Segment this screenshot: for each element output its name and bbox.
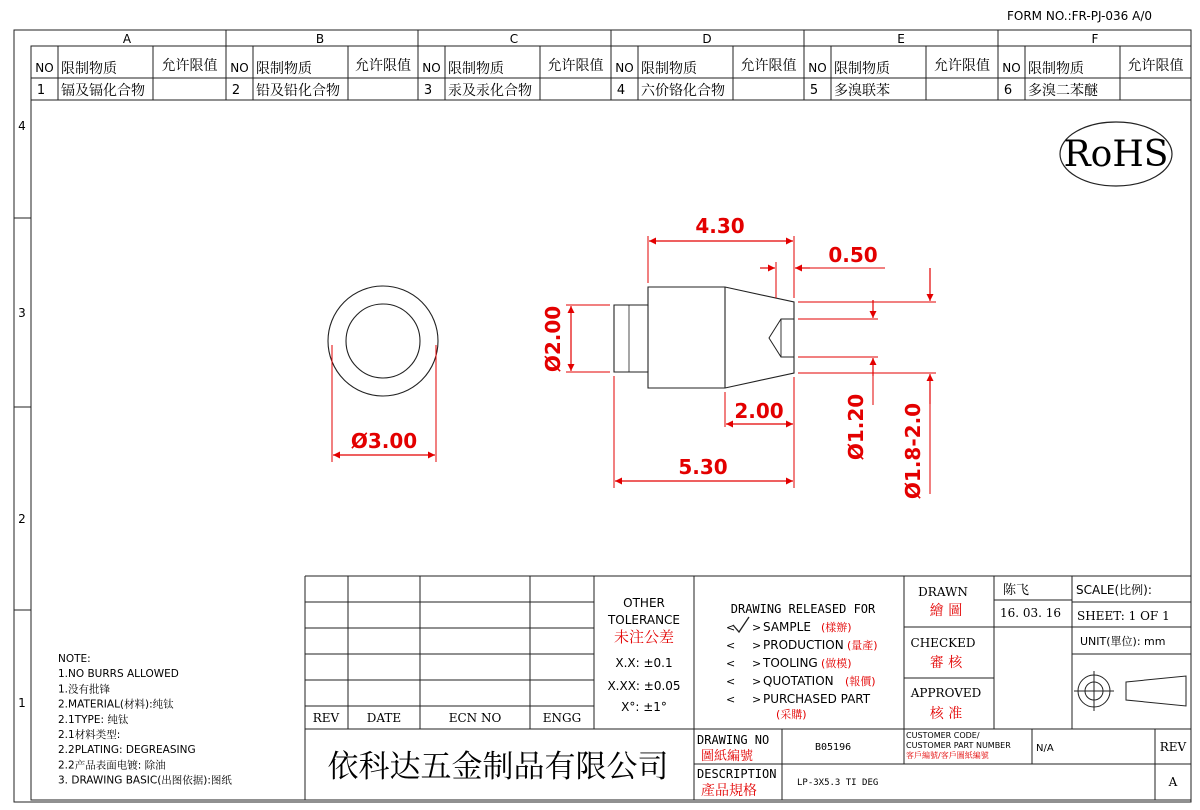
drawing-no-value: B05196 <box>815 742 852 753</box>
customer-value: N/A <box>1036 743 1054 754</box>
release-bracket-left: < <box>726 693 736 706</box>
rs-header-substance: 限制物质 <box>1028 61 1084 77</box>
rs-item-no: 4 <box>616 83 626 98</box>
zone-letter-f: F <box>1091 32 1099 46</box>
release-option-label: PRODUCTION <box>763 638 844 652</box>
dim-length-2-00: 2.00 <box>734 399 784 423</box>
inner-bore <box>769 319 794 357</box>
dim-dia-2-00: Ø2.00 <box>541 305 565 373</box>
rs-header-limit: 允许限值 <box>547 58 604 74</box>
release-bracket-left: < <box>726 657 736 670</box>
release-bracket-right: > <box>752 621 762 634</box>
drawn-name: 陈飞 <box>1003 583 1030 598</box>
rs-header-substance: 限制物质 <box>834 61 890 77</box>
release-option-label: TOOLING <box>763 656 818 670</box>
rs-item-no: 5 <box>809 83 819 98</box>
rs-header-limit: 允许限值 <box>1127 58 1184 74</box>
drawing-no-label: DRAWING NO <box>697 733 770 747</box>
release-bracket-right: > <box>752 693 762 706</box>
rs-header-no: NO <box>808 61 827 75</box>
rs-item-name: 多溴二苯醚 <box>1028 83 1098 99</box>
rs-header-substance: 限制物质 <box>641 61 697 77</box>
tolerance-cn: 未注公差 <box>613 628 675 646</box>
rs-header-no: NO <box>35 61 54 75</box>
rs-item-name: 汞及汞化合物 <box>448 83 532 99</box>
tolerance-x2: X.XX: ±0.05 <box>607 679 681 693</box>
release-option-cn: (做模) <box>821 657 852 670</box>
release-options <box>726 617 878 721</box>
part-outline <box>614 287 794 388</box>
note-line: 2.1材料类型: <box>58 729 121 741</box>
zone-letter-d: D <box>702 32 712 46</box>
release-title: DRAWING RELEASED FOR <box>730 602 876 616</box>
dim-length-4-30: 4.30 <box>695 214 745 238</box>
checked-label: CHECKED <box>910 636 976 650</box>
release-option-label: SAMPLE <box>763 620 811 634</box>
note-line: 2.2PLATING: DEGREASING <box>58 744 196 757</box>
ecn-header: ECN NO <box>448 711 502 725</box>
row-number-3: 3 <box>18 306 26 320</box>
note-line: 2.2产品表面电镀: 除油 <box>58 759 166 772</box>
release-bracket-left: < <box>726 639 736 652</box>
description-cn-label: 產品規格 <box>701 783 757 799</box>
row-number-1: 1 <box>18 696 26 710</box>
rs-header-substance: 限制物质 <box>448 61 504 77</box>
side-view <box>541 214 936 499</box>
scale-label: SCALE(比例): <box>1076 583 1152 597</box>
zone-letter-a: A <box>122 32 132 46</box>
release-bracket-right: > <box>752 657 762 670</box>
rs-header-limit: 允许限值 <box>934 58 990 74</box>
rev-header: REV <box>312 711 340 725</box>
release-option-cn: (量產) <box>847 639 878 652</box>
drawn-label: DRAWN <box>918 585 968 599</box>
rs-header-no: NO <box>422 61 441 75</box>
release-bracket-left: < <box>726 621 736 634</box>
note-line: 3. DRAWING BASIC(出图依据):图纸 <box>58 774 232 787</box>
checked-cn-label: 審 核 <box>929 655 963 671</box>
release-option-cn: (采購) <box>776 708 807 721</box>
customer-cn-label: 客戶編號/客戶圖紙編號 <box>906 751 989 760</box>
customer-code-label: CUSTOMER CODE/ <box>906 731 980 740</box>
rs-item-name: 多溴联苯 <box>834 83 890 99</box>
rs-header-substance: 限制物质 <box>61 61 117 77</box>
release-bracket-right: > <box>752 675 762 688</box>
company-name: 依科达五金制品有限公司 <box>327 749 669 785</box>
tolerance-x3: X°: ±1° <box>621 700 667 714</box>
release-option-label: PURCHASED PART <box>763 692 871 706</box>
note-line: 2.1TYPE: 纯钛 <box>58 713 129 726</box>
release-option-cn: (報價) <box>845 675 876 688</box>
note-line: NOTE: <box>58 653 91 665</box>
description-value: LP-3X5.3 TI DEG <box>797 778 879 788</box>
restricted-substances-table <box>31 46 1191 100</box>
rs-header-no: NO <box>615 61 634 75</box>
checkmark-icon <box>733 617 749 632</box>
release-option-cn: (樣辦) <box>821 621 852 634</box>
approved-cn-label: 核 准 <box>929 706 963 722</box>
dim-outer-dia: Ø3.00 <box>350 429 418 453</box>
rs-item-name: 镉及镉化合物 <box>61 83 145 99</box>
approved-label: APPROVED <box>910 686 982 700</box>
note-line: 1.没有批锋 <box>58 683 111 696</box>
tolerance-line2: TOLERANCE <box>607 613 681 627</box>
end-view-outer-circle <box>328 286 438 396</box>
rs-item-no: 6 <box>1003 83 1013 98</box>
customer-part-label: CUSTOMER PART NUMBER <box>906 741 1011 750</box>
release-option-label: QUOTATION <box>763 674 834 688</box>
zone-letter-c: C <box>509 32 519 46</box>
release-bracket-left: < <box>726 675 736 688</box>
rohs-label: RoHS <box>1063 134 1169 175</box>
row-number-2: 2 <box>18 512 26 526</box>
rs-header-no: NO <box>230 61 249 75</box>
rs-item-name: 铅及铅化合物 <box>256 83 340 99</box>
dim-dia-1-20: Ø1.20 <box>844 393 868 461</box>
release-bracket-right: > <box>752 639 762 652</box>
zone-letter-b: B <box>315 32 325 46</box>
zone-letter-e: E <box>897 32 905 46</box>
zone-dividers <box>14 30 998 610</box>
end-view <box>328 286 438 462</box>
rs-header-limit: 允许限值 <box>355 58 411 74</box>
rev-label: REV <box>1159 740 1187 754</box>
projection-symbol-icon <box>1074 671 1186 711</box>
rs-header-substance: 限制物质 <box>256 61 312 77</box>
form-number: FORM NO.:FR-PJ-036 A/0 <box>1006 9 1152 23</box>
dim-dia-1-8-2-0: Ø1.8-2.0 <box>901 402 925 500</box>
tolerance-line1: OTHER <box>623 596 665 610</box>
rs-header-no: NO <box>1002 61 1021 75</box>
note-line: 1.NO BURRS ALLOWED <box>58 668 179 681</box>
dim-total-5-30: 5.30 <box>678 455 728 479</box>
description-label: DESCRIPTION <box>697 767 777 781</box>
rs-header-limit: 允许限值 <box>161 58 218 74</box>
sheet-label: SHEET: 1 OF 1 <box>1077 609 1170 623</box>
row-number-4: 4 <box>18 119 26 133</box>
drawn-date: 16. 03. 16 <box>1000 606 1062 620</box>
rev-value: A <box>1168 775 1178 789</box>
rs-item-name: 六价铬化合物 <box>641 83 725 99</box>
note-line: 2.MATERIAL(材料):纯钛 <box>58 698 174 711</box>
end-view-inner-circle <box>346 304 420 378</box>
drawing-no-cn-label: 圖紙編號 <box>701 749 754 764</box>
engg-header: ENGG <box>542 711 582 725</box>
unit-label: UNIT(單位): mm <box>1080 635 1166 648</box>
drawn-cn-label: 繪 圖 <box>929 603 963 619</box>
notes-block <box>58 653 232 787</box>
date-header: DATE <box>366 711 402 725</box>
rs-header-limit: 允许限值 <box>740 58 797 74</box>
rs-item-no: 3 <box>423 83 433 98</box>
rs-item-no: 2 <box>231 83 241 98</box>
tolerance-x1: X.X: ±0.1 <box>615 656 673 670</box>
rs-item-no: 1 <box>36 83 46 98</box>
dim-chamfer-0-50: 0.50 <box>828 243 878 267</box>
outer-frame <box>14 30 1191 802</box>
